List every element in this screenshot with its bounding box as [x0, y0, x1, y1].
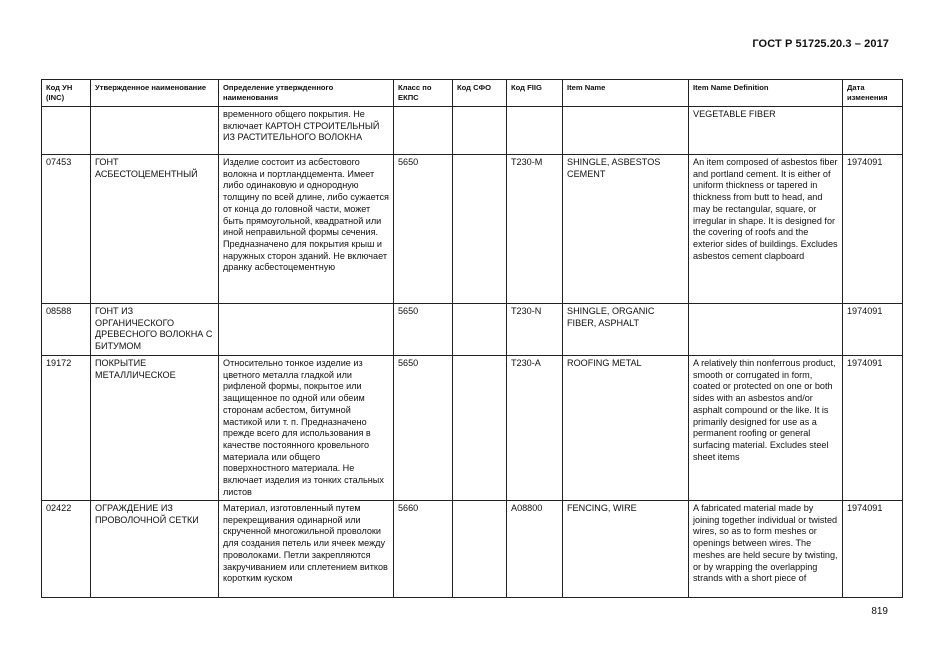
header-definition-ru: Определение утвержденного наименования [219, 80, 394, 107]
cell-definition-ru: Материал, изготовленный путем перекрещивания одинарной или скрученной многожильной проволоки для создания петель или ячеек между проволоками. Петли закрепляются закручиванием или сплетением витков коротким куском [219, 501, 394, 598]
cell-fiig: T230-A [507, 356, 563, 501]
table-header-row [42, 80, 903, 107]
cell-date: 1974091 [843, 304, 903, 356]
cell-fiig: T230-M [507, 155, 563, 304]
cell-item-definition: VEGETABLE FIBER [689, 107, 843, 155]
header-item-name: Item Name [563, 80, 689, 107]
cell-item-name: FENCING, WIRE [563, 501, 689, 598]
header-class: Класс по ЕКПС [394, 80, 453, 107]
cell-definition-ru: Относительно тонкое изделие из цветного металла гладкой или рифленой формы, покрытое или защищенное по одной или обеим сторонам асбестом, битумной мастикой или т. п. Предназначено прежде всего для использования в качестве постоянного кровельного материала или общего поверхностного материала. Не включает изделия из тонких стальных листов [219, 356, 394, 501]
cell-class: 5650 [394, 356, 453, 501]
cell-name-ru: ГОНТ ИЗ ОРГАНИЧЕСКОГО ДРЕВЕСНОГО ВОЛОКНА С БИТУМОМ [91, 304, 219, 356]
cell-name-ru [91, 107, 219, 155]
cell-name-ru: ПОКРЫТИЕ МЕТАЛЛИЧЕСКОЕ [91, 356, 219, 501]
page-number: 819 [871, 606, 888, 617]
catalog-table [41, 79, 903, 598]
header-fiig: Код FIIG [507, 80, 563, 107]
table-row [42, 501, 903, 598]
cell-class [394, 107, 453, 155]
header-item-definition: Item Name Definition [689, 80, 843, 107]
cell-sfo [453, 155, 507, 304]
table-row [42, 107, 903, 155]
cell-fiig: T230-N [507, 304, 563, 356]
cell-inc: 19172 [42, 356, 91, 501]
header-date: Дата изменения [843, 80, 903, 107]
cell-class: 5650 [394, 155, 453, 304]
cell-fiig [507, 107, 563, 155]
cell-date: 1974091 [843, 356, 903, 501]
cell-item-definition: A relatively thin nonferrous product, smooth or corrugated in form, coated or protected on one or both sides with an asbestos and/or asphalt compound or the like. It is primarily designed for use as a permanent roofing or general surfacing material. Excludes steel sheet items [689, 356, 843, 501]
cell-inc: 08588 [42, 304, 91, 356]
cell-item-name: SHINGLE, ORGANIC FIBER, ASPHALT [563, 304, 689, 356]
header-name-ru: Утвержденное наименование [91, 80, 219, 107]
cell-name-ru: ГОНТ АСБЕСТОЦЕМЕНТНЫЙ [91, 155, 219, 304]
cell-item-name: ROOFING METAL [563, 356, 689, 501]
table-row [42, 304, 903, 356]
cell-item-definition: A fabricated material made by joining together individual or twisted wires, so as to form meshes or openings between wires. The meshes are held secure by twisting, or by wrapping the overlapping strands with a short piece of [689, 501, 843, 598]
cell-date: 1974091 [843, 501, 903, 598]
cell-inc: 07453 [42, 155, 91, 304]
cell-definition-ru: Изделие состоит из асбестового волокна и портландцемента. Имеет либо одинаковую и однородную толщину по всей длине, либо сужается от конца до головной части, может быть прямоугольной, квадратной или иной неправильной формы сечения. Предназначено для покрытия крыш и наружных сторон зданий. Не включает дранку асбестоцементную [219, 155, 394, 304]
document-code: ГОСТ Р 51725.20.3 – 2017 [752, 38, 889, 50]
cell-definition-ru: временного общего покрытия. Не включает КАРТОН СТРОИТЕЛЬНЫЙ ИЗ РАСТИТЕЛЬНОГО ВОЛОКНА [219, 107, 394, 155]
cell-date [843, 107, 903, 155]
cell-sfo [453, 304, 507, 356]
table-row [42, 155, 903, 304]
cell-definition-ru [219, 304, 394, 356]
cell-class: 5660 [394, 501, 453, 598]
cell-sfo [453, 356, 507, 501]
cell-item-name: SHINGLE, ASBESTOS CEMENT [563, 155, 689, 304]
cell-item-definition: An item composed of asbestos fiber and portland cement. It is either of uniform thickness or tapered in thickness from butt to head, and may be rectangular, square, or irregular in shape. It is designed for the covering of roofs and the exterior sides of buildings. Excludes asbestos cement clapboard [689, 155, 843, 304]
cell-fiig: A08800 [507, 501, 563, 598]
table-row [42, 356, 903, 501]
cell-sfo [453, 501, 507, 598]
cell-item-name [563, 107, 689, 155]
header-inc: Код УН (INC) [42, 80, 91, 107]
cell-name-ru: ОГРАЖДЕНИЕ ИЗ ПРОВОЛОЧНОЙ СЕТКИ [91, 501, 219, 598]
cell-item-definition [689, 304, 843, 356]
header-sfo: Код СФО [453, 80, 507, 107]
cell-class: 5650 [394, 304, 453, 356]
cell-sfo [453, 107, 507, 155]
cell-date: 1974091 [843, 155, 903, 304]
cell-inc [42, 107, 91, 155]
cell-inc: 02422 [42, 501, 91, 598]
